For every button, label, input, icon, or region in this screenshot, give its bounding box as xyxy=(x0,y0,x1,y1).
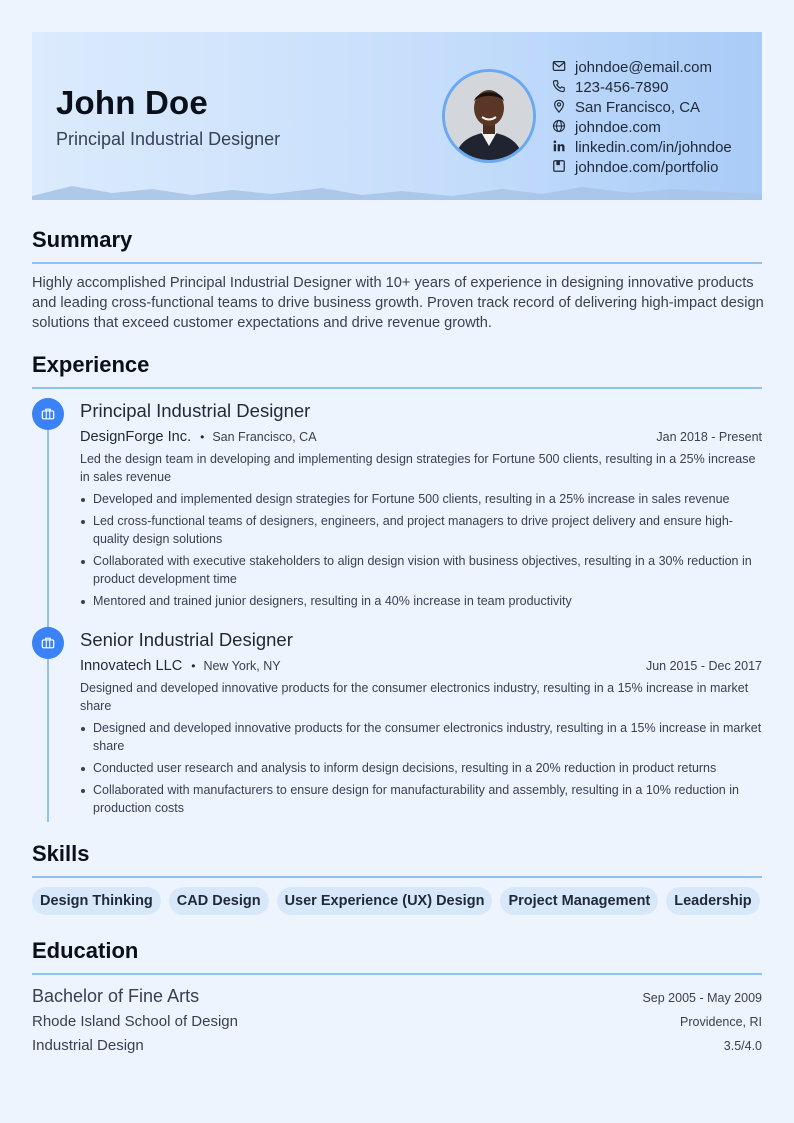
job-bullets xyxy=(80,719,762,817)
contact-location-text: San Francisco, CA xyxy=(575,98,701,116)
degree-name: Bachelor of Fine Arts xyxy=(32,986,200,1006)
job-title: Principal Industrial Designer xyxy=(80,400,311,421)
education-heading: Education xyxy=(32,938,139,963)
list-item: Developed and implemented design strategies for Fortune 500 clients, resulting in a 25% increase in sales revenue xyxy=(80,490,762,508)
skills-divider xyxy=(32,876,762,878)
skill-chip: Project Management xyxy=(500,887,658,915)
job-entry xyxy=(80,398,762,614)
contact-location xyxy=(552,97,732,117)
list-item: Collaborated with executive stakeholders to align design vision with business objectives, resulting in a 30% reduction in product development time xyxy=(80,552,762,588)
job-description: Led the design team in developing and implementing design strategies for Fortune 500 clients, resulting in a 25% increase in sales revenue xyxy=(80,452,756,484)
skill-chip: User Experience (UX) Design xyxy=(277,887,493,915)
separator-dot: • xyxy=(200,430,205,444)
education-divider xyxy=(32,973,762,975)
separator-dot: • xyxy=(191,659,196,673)
linkedin-icon xyxy=(552,139,568,155)
job-description: Designed and developed innovative products for the consumer electronics industry, resulting in a 15% increase in market share xyxy=(80,681,749,713)
summary-text: Highly accomplished Principal Industrial Designer with 10+ years of experience in designing innovative products and leading cross-functional teams to drive business growth. Proven track record of delivering high-impact design solutions that exceed customer expectations and drive revenue growth. xyxy=(32,275,764,331)
skill-chip: Leadership xyxy=(666,887,759,915)
list-item: Mentored and trained junior designers, resulting in a 40% increase in team productivity xyxy=(80,592,762,610)
location-pin-icon xyxy=(552,99,568,115)
candidate-title: Principal Industrial Designer xyxy=(56,129,281,149)
experience-heading: Experience xyxy=(32,352,150,377)
profile-photo xyxy=(445,72,533,160)
job-location: New York, NY xyxy=(203,659,281,673)
candidate-name: John Doe xyxy=(56,84,208,121)
school-location: Providence, RI xyxy=(680,1015,762,1029)
job-dates: Jan 2018 - Present xyxy=(656,430,762,444)
timeline-line xyxy=(47,414,49,822)
job-meta xyxy=(80,424,762,450)
contact-email-text: johndoe@email.com xyxy=(575,58,712,76)
list-item: Designed and developed innovative products for the consumer electronics industry, resulting in a 15% increase in market share xyxy=(80,719,762,755)
list-item: Led cross-functional teams of designers, engineers, and project managers to drive project delivery and ensure high-quality design solutions xyxy=(80,512,762,548)
contact-phone[interactable] xyxy=(552,77,732,97)
contact-phone-text: 123-456-7890 xyxy=(575,78,669,96)
summary-heading: Summary xyxy=(32,227,133,252)
phone-icon xyxy=(552,79,568,95)
school-name: Rhode Island School of Design xyxy=(32,1013,238,1030)
summary-divider xyxy=(32,262,762,264)
contact-email[interactable] xyxy=(552,57,732,77)
skills-list xyxy=(32,887,768,915)
company-name: Innovatech LLC xyxy=(80,658,183,674)
resume-header xyxy=(32,32,762,200)
contact-list xyxy=(552,57,732,177)
briefcase-icon xyxy=(32,398,64,430)
education-degree-row xyxy=(32,986,762,1007)
job-bullets xyxy=(80,490,762,610)
contact-linkedin[interactable] xyxy=(552,137,732,157)
mail-icon xyxy=(552,59,568,75)
gpa: 3.5/4.0 xyxy=(723,1039,762,1053)
contact-website-text: johndoe.com xyxy=(575,118,661,136)
education-dates: Sep 2005 - May 2009 xyxy=(642,991,762,1005)
company-name: DesignForge Inc. xyxy=(80,429,192,445)
avatar xyxy=(442,69,536,163)
field-of-study: Industrial Design xyxy=(32,1037,144,1054)
skill-chip: CAD Design xyxy=(169,887,269,915)
portfolio-icon xyxy=(552,159,568,175)
education-field-row xyxy=(32,1037,762,1054)
contact-portfolio-text: johndoe.com/portfolio xyxy=(575,158,719,176)
job-entry xyxy=(80,627,762,821)
job-dates: Jun 2015 - Dec 2017 xyxy=(645,659,762,673)
job-meta xyxy=(80,653,762,679)
contact-linkedin-text: linkedin.com/in/johndoe xyxy=(575,138,732,156)
mountain-decoration xyxy=(32,180,762,200)
contact-portfolio[interactable] xyxy=(552,157,732,177)
skills-heading: Skills xyxy=(32,841,90,866)
education-school-row xyxy=(32,1013,762,1030)
contact-website[interactable] xyxy=(552,117,732,137)
job-location: San Francisco, CA xyxy=(212,430,317,444)
job-title: Senior Industrial Designer xyxy=(80,629,293,650)
globe-icon xyxy=(552,119,568,135)
skill-chip: Design Thinking xyxy=(32,887,161,915)
experience-divider xyxy=(32,387,762,389)
list-item: Conducted user research and analysis to inform design decisions, resulting in a 20% reduction in product returns xyxy=(80,759,762,777)
list-item: Collaborated with manufacturers to ensure design for manufacturability and assembly, resulting in a 10% reduction in production costs xyxy=(80,781,762,817)
briefcase-icon xyxy=(32,627,64,659)
